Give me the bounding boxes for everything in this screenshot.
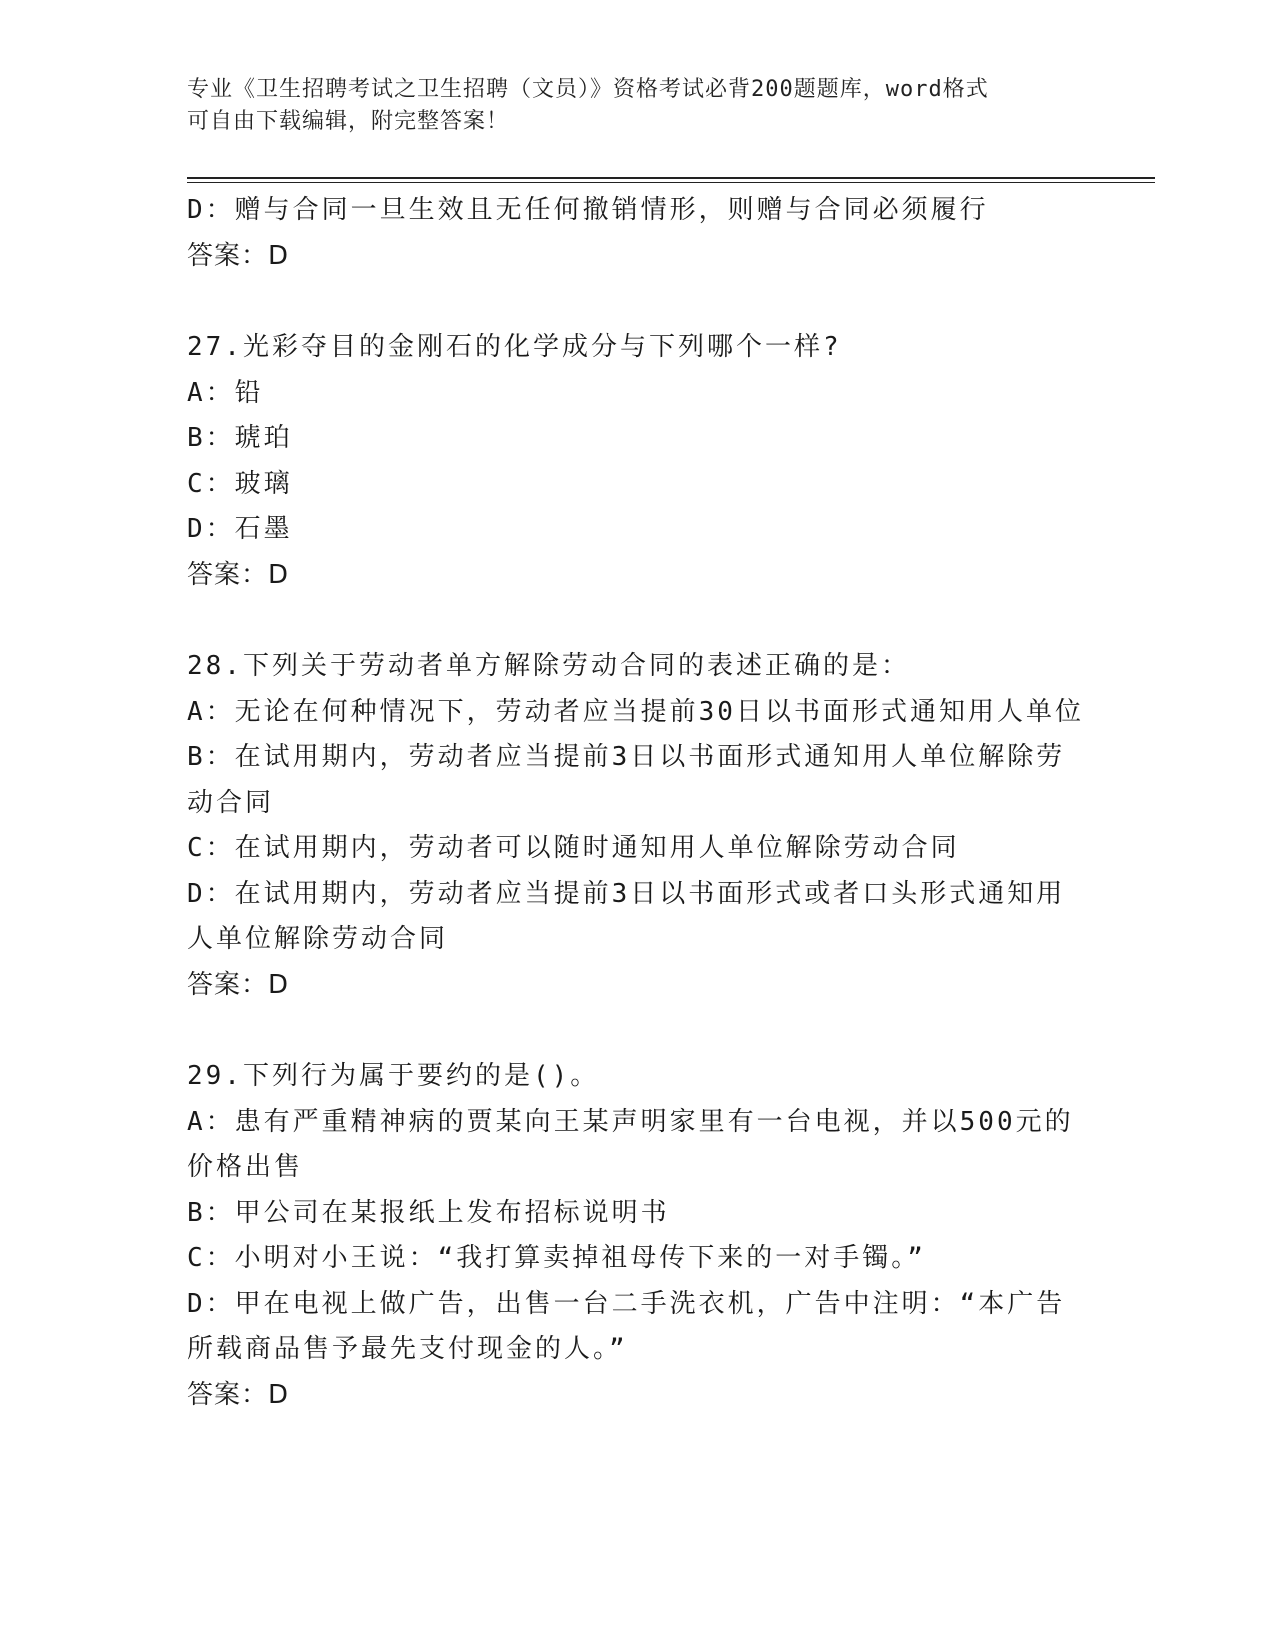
option-b: B：琥珀: [187, 423, 293, 453]
question-29: [187, 1054, 1087, 1418]
answer: 答案：D: [187, 969, 290, 1000]
header-line-1: 专业《卫生招聘考试之卫生招聘（文员）》资格考试必背200题题库，word格式: [187, 77, 989, 102]
prev-question-tail: [187, 188, 1087, 279]
option-a: A：无论在何种情况下，劳动者应当提前30日以书面形式通知用人单位: [187, 696, 1084, 727]
header-line-2: 可自由下载编辑，附完整答案！: [187, 109, 510, 134]
option-d: D：石墨: [187, 514, 293, 544]
document-body: [187, 188, 1087, 1418]
question-stem: 29.下列行为属于要约的是()。: [187, 1061, 600, 1091]
option-c: C：小明对小王说：“我打算卖掉祖母传下来的一对手镯。”: [187, 1243, 926, 1273]
question-stem: 28.下列关于劳动者单方解除劳动合同的表述正确的是：: [187, 651, 910, 681]
option-a: A：患有严重精神病的贾某向王某声明家里有一台电视，并以500元的价格出售: [187, 1106, 1074, 1182]
option-b: B：在试用期内，劳动者应当提前3日以书面形式通知用人单位解除劳动合同: [187, 742, 1066, 818]
answer: 答案：D: [187, 1379, 290, 1410]
header-divider-thick: [187, 177, 1155, 179]
document-header: [187, 74, 1067, 138]
option-a: A：铅: [187, 377, 264, 408]
answer: 答案：D: [187, 240, 290, 271]
header-divider-thin: [187, 182, 1155, 183]
option-b: B：甲公司在某报纸上发布招标说明书: [187, 1197, 670, 1228]
question-stem: 27.光彩夺目的金刚石的化学成分与下列哪个一样?: [187, 332, 842, 362]
option-c: C：在试用期内，劳动者可以随时通知用人单位解除劳动合同: [187, 833, 960, 863]
question-28: [187, 644, 1087, 1008]
option-d: D：甲在电视上做广告，出售一台二手洗衣机，广告中注明：“本广告所载商品售予最先支付现金的人。”: [187, 1288, 1066, 1364]
option-d: D：赠与合同一旦生效且无任何撤销情形，则赠与合同必须履行: [187, 195, 989, 225]
question-27: [187, 325, 1087, 598]
answer: 答案：D: [187, 559, 290, 590]
option-d: D：在试用期内，劳动者应当提前3日以书面形式或者口头形式通知用人单位解除劳动合同: [187, 878, 1066, 954]
option-c: C：玻璃: [187, 468, 293, 499]
